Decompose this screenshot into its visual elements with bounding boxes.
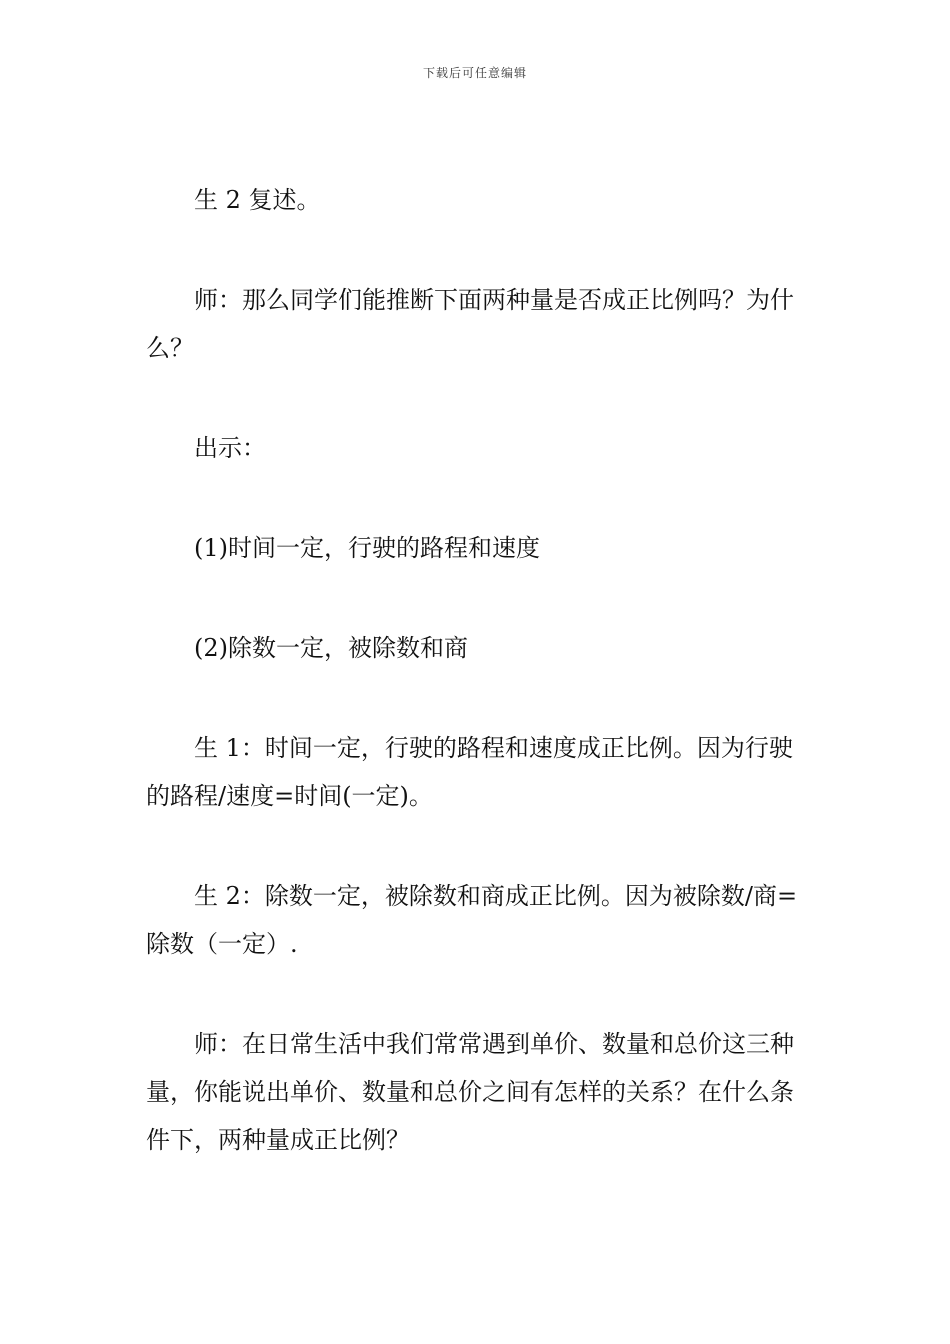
- paragraph-student2-answer: 生 2：除数一定，被除数和商成正比例。因为被除数/商=除数（一定）.: [146, 882, 798, 958]
- paragraph-teacher-price-question: 师：在日常生活中我们常常遇到单价、数量和总价这三种量，你能说出单价、数量和总价之间有怎样的关系？在什么条件下，两种量成正比例？: [146, 1030, 794, 1154]
- paragraph-item-1: (1)时间一定，行驶的路程和速度: [194, 534, 540, 562]
- document-body: [146, 176, 808, 1164]
- paragraph-teacher-question: 师：那么同学们能推断下面两种量是否成正比例吗？为什么？: [146, 286, 794, 362]
- paragraph-item-2: (2)除数一定，被除数和商: [194, 634, 468, 662]
- paragraph-student2-repeat: 生 2 复述。: [194, 186, 321, 214]
- paragraph-show-label: 出示：: [194, 434, 266, 462]
- paragraph-student1-answer: 生 1：时间一定，行驶的路程和速度成正比例。因为行驶的路程/速度=时间(一定)。: [146, 734, 793, 810]
- page-header: 下载后可任意编辑: [422, 66, 527, 80]
